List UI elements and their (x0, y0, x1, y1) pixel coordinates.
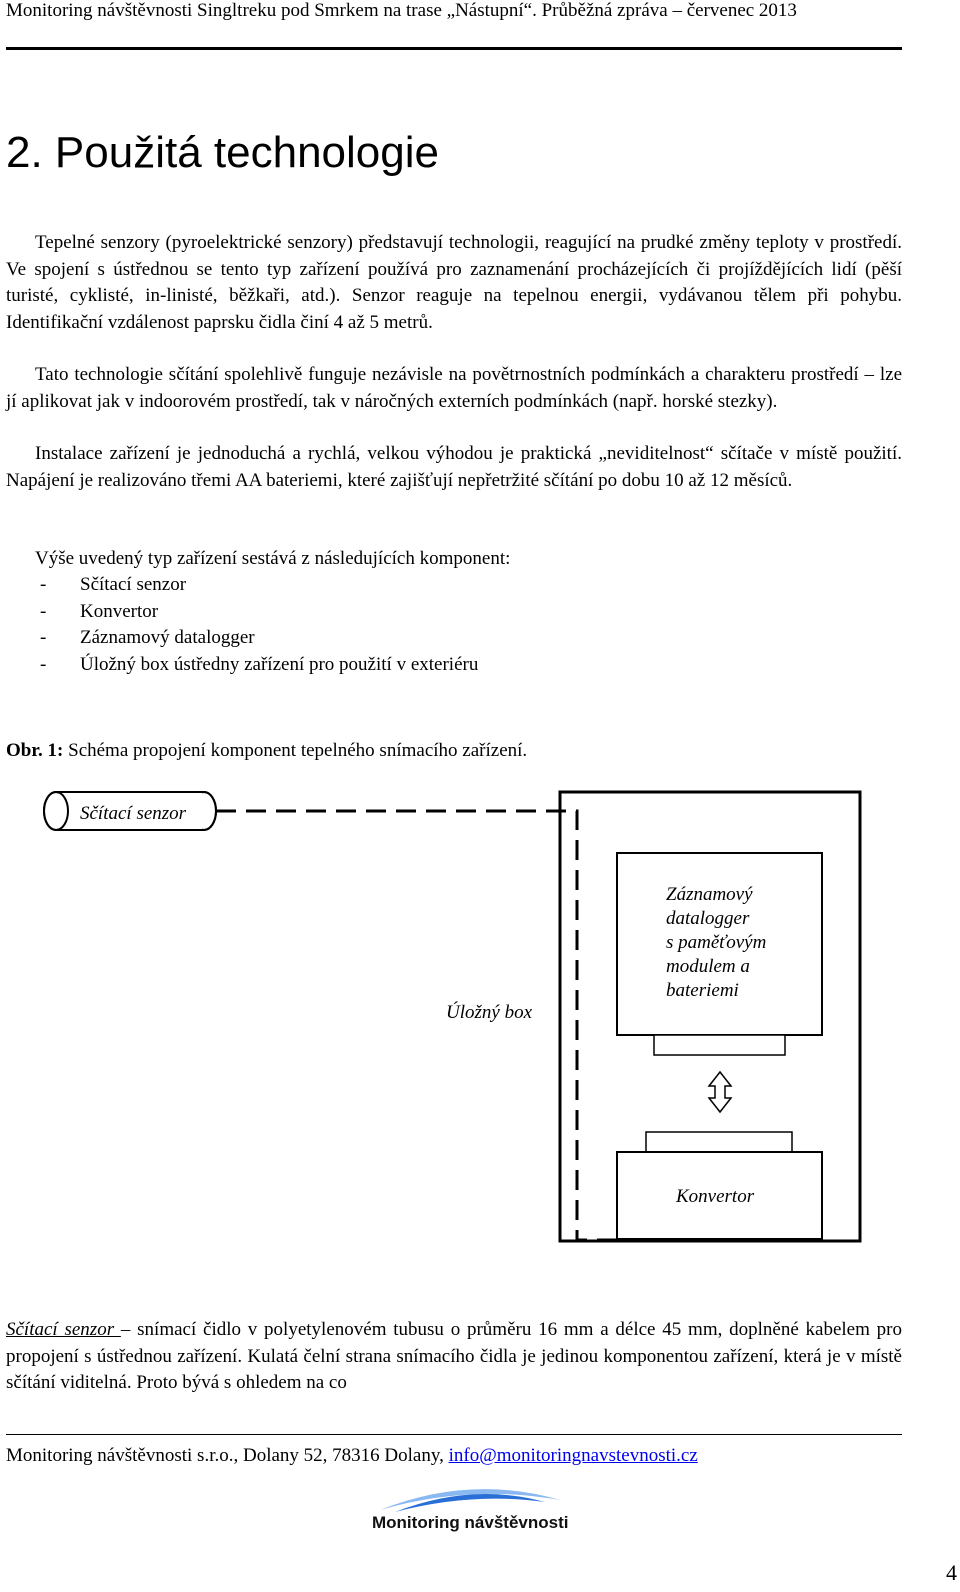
footer-address: Monitoring návštěvnosti s.r.o., Dolany 52, 78316 Dolany, info@monitoringnavstevnosti.cz (6, 1445, 698, 1466)
page-number: 4 (946, 1560, 957, 1585)
datalogger (617, 853, 822, 1055)
svg-text:s paměťovým: s paměťovým (666, 932, 767, 953)
connection-diagram (0, 780, 960, 1280)
footer-divider (6, 1434, 902, 1435)
sensor-description-text: – snímací čidlo v polyetylenovém tubusu o průměru 16 mm a délce 45 mm, doplněné kabelem pro propojení s ústřednou zařízení. Kulatá čelní strana snímacího čidla je jedinou komponentou zařízení, která je v místě sčítání viditelná. Proto bývá s ohledem na co (6, 1319, 902, 1393)
paragraph-installation: Instalace zařízení je jednoduchá a rychlá, velkou výhodou je praktická „neviditelnost“ sčítače v místě použití. Napájení je realizováno třemi AA bateriemi, které zajišťují nepřetržité sčítání po dobu 10 až 12 měsíců. (6, 443, 902, 491)
svg-text:modulem a: modulem a (666, 956, 750, 977)
figure-caption-text: Schéma propojení komponent tepelného snímacího zařízení. (63, 740, 528, 761)
logo-text: Monitoring návštěvnosti (372, 1513, 569, 1532)
svg-text:Záznamový: Záznamový (666, 884, 753, 905)
converter-label: Konvertor (676, 1186, 755, 1207)
storage-box-label: Úložný box (446, 1002, 533, 1023)
svg-text:datalogger: datalogger (666, 908, 750, 929)
svg-text:bateriemi: bateriemi (666, 980, 739, 1001)
paragraph-components-intro: Výše uvedený typ zařízení sestává z následujících komponent: (35, 548, 511, 569)
figure-label: Obr. 1: (6, 740, 64, 761)
paragraph-intro: Tepelné senzory (pyroelektrické senzory) představují technologii, reagující na prudké změny teploty v prostředí. Ve spojení s ústřednou se tento typ zařízení používá pro zaznamenání procházejících či projíždějících lidí (pěší turisté, cyklisté, in-linisté, běžkaři, atd.). Senzor reaguje na tepelnou energii, vydávanou tělem při pohybu. Identifikační vzdálenost paprsku čidla činí 4 až 5 metrů. (6, 232, 902, 333)
paragraph-reliability: Tato technologie sčítání spolehlivě funguje nezávisle na povětrnostních podmínkách a charakteru prostředí – lze jí aplikovat jak v indoorovém prostředí, tak v náročných externích podmínkách (např. horské stezky). (6, 364, 902, 412)
email-link[interactable]: info@monitoringnavstevnosti.cz (448, 1445, 698, 1466)
sensor-label: Sčítací senzor (80, 803, 187, 824)
list-item: - Úložný box ústředny zařízení pro použití v exteriéru (40, 653, 479, 675)
double-arrow-icon (709, 1072, 731, 1112)
header-divider (6, 47, 902, 50)
sensor-tube (44, 792, 216, 830)
list-item: - Konvertor (40, 600, 159, 622)
sensor-term: Sčítací senzor (6, 1319, 121, 1340)
section-title: 2. Použitá technologie (6, 128, 439, 177)
sensor-cable (216, 811, 660, 1240)
figure-caption (6, 740, 527, 762)
components-list (6, 572, 478, 678)
list-item: - Záznamový datalogger (40, 627, 255, 648)
converter (617, 1132, 822, 1239)
list-item: - Sčítací senzor (40, 574, 187, 595)
running-header: Monitoring návštěvnosti Singltreku pod Smrkem na trase „Nástupní“. Průběžná zpráva – červenec 2013 (6, 0, 797, 21)
sensor-description (6, 1317, 902, 1397)
